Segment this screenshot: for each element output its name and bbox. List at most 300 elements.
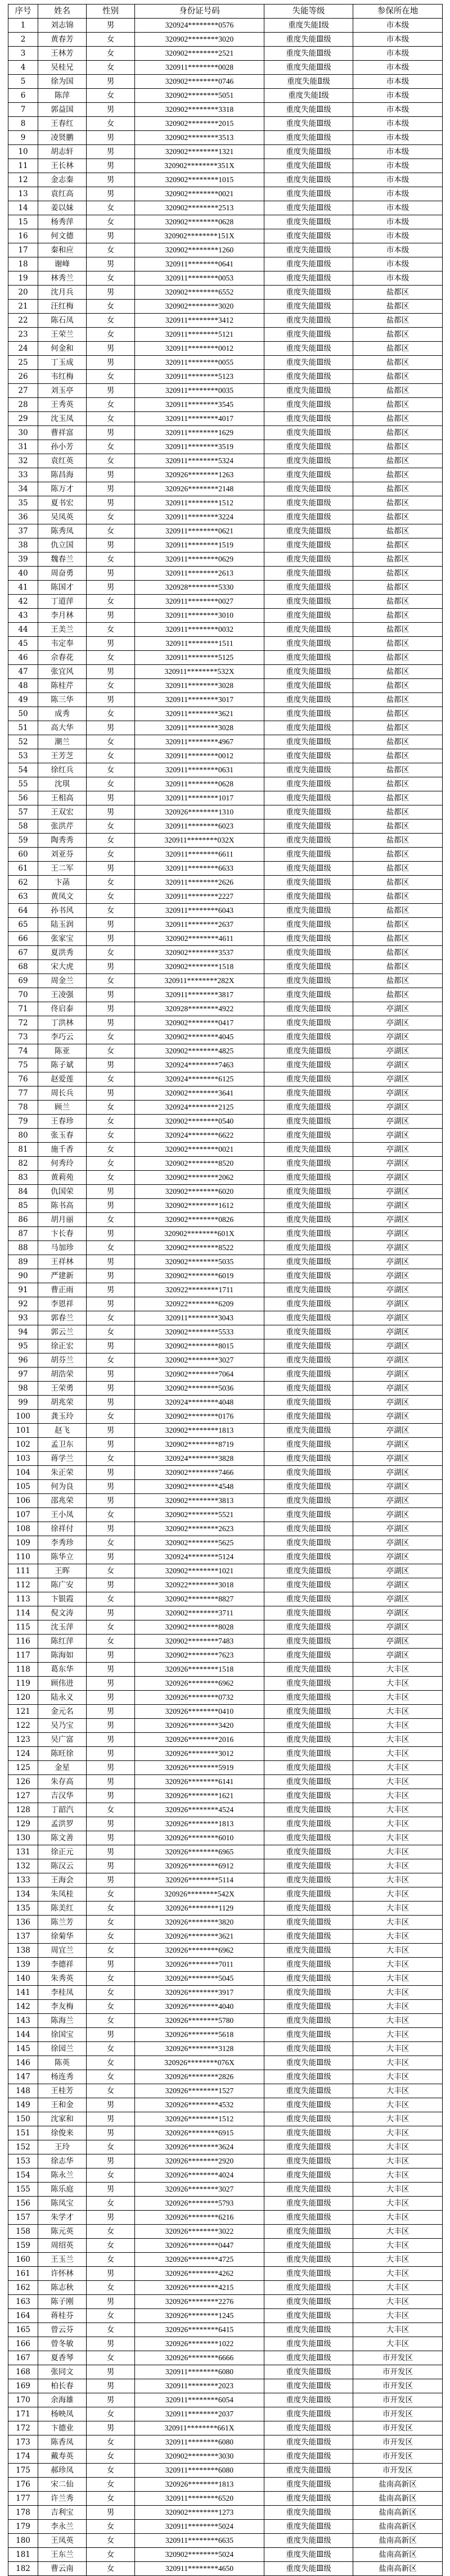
- cell-id-number: 320902********1518: [135, 960, 264, 974]
- cell-insured-location: 盐南高新区: [353, 2506, 443, 2520]
- cell-insured-location: 亭湖区: [353, 1199, 443, 1213]
- cell-disability-level: 重度失能Ⅲ级: [264, 707, 353, 721]
- cell-index: 144: [8, 2028, 38, 2042]
- table-row: [8, 1705, 443, 1719]
- table-row: [8, 2520, 443, 2534]
- cell-index: 74: [8, 1044, 38, 1058]
- cell-index: 139: [8, 1958, 38, 1972]
- cell-index: 77: [8, 1086, 38, 1101]
- table-row: [8, 1592, 443, 1606]
- cell-index: 79: [8, 1115, 38, 1129]
- cell-name: 蒋学兰: [38, 1452, 87, 1466]
- cell-index: 51: [8, 721, 38, 735]
- cell-gender: 女: [87, 1171, 135, 1185]
- cell-insured-location: 大丰区: [353, 1831, 443, 1845]
- cell-disability-level: 重度失能Ⅲ级: [264, 2267, 353, 2281]
- cell-insured-location: 亭湖区: [353, 1550, 443, 1564]
- cell-insured-location: 亭湖区: [353, 1564, 443, 1578]
- cell-gender: 男: [87, 2365, 135, 2379]
- cell-disability-level: 重度失能Ⅲ级: [264, 1592, 353, 1606]
- cell-id-number: 320902********7623: [135, 1649, 264, 1663]
- cell-insured-location: 盐南高新区: [353, 2548, 443, 2562]
- table-row: [8, 1438, 443, 1452]
- cell-name: 李桂凤: [38, 1986, 87, 2000]
- table-row: [8, 2435, 443, 2450]
- table-row: [8, 1368, 443, 1382]
- table-row: [8, 1986, 443, 2000]
- cell-index: 49: [8, 693, 38, 707]
- cell-name: 何文德: [38, 229, 87, 243]
- table-row: [8, 19, 443, 33]
- cell-index: 68: [8, 960, 38, 974]
- cell-insured-location: 盐都区: [353, 398, 443, 412]
- cell-id-number: 320926********4524: [135, 1803, 264, 1817]
- table-row: [8, 1635, 443, 1649]
- cell-disability-level: 重度失能Ⅲ级: [264, 1620, 353, 1635]
- cell-disability-level: 重度失能Ⅲ级: [264, 496, 353, 510]
- cell-name: 周长兵: [38, 1086, 87, 1101]
- cell-disability-level: 重度失能Ⅲ级: [264, 1719, 353, 1733]
- cell-id-number: 320926********1263: [135, 468, 264, 482]
- cell-gender: 男: [87, 482, 135, 496]
- cell-gender: 女: [87, 2084, 135, 2098]
- cell-name: 黄春芳: [38, 33, 87, 47]
- table-row: [8, 2183, 443, 2197]
- cell-name: 王春珍: [38, 1115, 87, 1129]
- cell-gender: 男: [87, 2183, 135, 2197]
- cell-id-number: 320902********6020: [135, 1185, 264, 1199]
- cell-gender: 男: [87, 1817, 135, 1831]
- cell-gender: 女: [87, 946, 135, 960]
- table-row: [8, 651, 443, 665]
- cell-insured-location: 亭湖区: [353, 1058, 443, 1072]
- cell-index: 171: [8, 2407, 38, 2421]
- table-row: [8, 904, 443, 918]
- cell-name: 严建新: [38, 1269, 87, 1283]
- table-row: [8, 2126, 443, 2140]
- cell-name: 何为良: [38, 1480, 87, 1494]
- cell-gender: 男: [87, 1775, 135, 1789]
- cell-name: 曹云南: [38, 2562, 87, 2576]
- table-row: [8, 1086, 443, 1101]
- cell-gender: 男: [87, 1438, 135, 1452]
- cell-id-number: 320911********2637: [135, 918, 264, 932]
- table-row: [8, 1283, 443, 1297]
- cell-id-number: 320926********2826: [135, 2070, 264, 2084]
- cell-index: 10: [8, 145, 38, 159]
- cell-gender: 男: [87, 1578, 135, 1592]
- cell-index: 105: [8, 1480, 38, 1494]
- cell-index: 166: [8, 2337, 38, 2351]
- cell-name: 陈香凤: [38, 2435, 87, 2450]
- cell-insured-location: 盐都区: [353, 567, 443, 581]
- cell-disability-level: 重度失能Ⅲ级: [264, 553, 353, 567]
- cell-gender: 男: [87, 693, 135, 707]
- cell-insured-location: 市本级: [353, 201, 443, 215]
- cell-name: 王春红: [38, 117, 87, 131]
- cell-id-number: 320926********2148: [135, 482, 264, 496]
- cell-index: 64: [8, 904, 38, 918]
- cell-id-number: 320924********6125: [135, 1072, 264, 1086]
- cell-id-number: 320902********1813: [135, 1424, 264, 1438]
- cell-insured-location: 盐都区: [353, 693, 443, 707]
- cell-disability-level: 重度失能Ⅲ级: [264, 328, 353, 342]
- cell-disability-level: 重度失能Ⅲ级: [264, 1902, 353, 1916]
- cell-index: 164: [8, 2309, 38, 2323]
- table-row: [8, 988, 443, 1002]
- cell-insured-location: 大丰区: [353, 2056, 443, 2070]
- cell-gender: 女: [87, 2478, 135, 2492]
- cell-id-number: 320911********5024: [135, 2520, 264, 2534]
- cell-gender: 女: [87, 61, 135, 75]
- cell-index: 81: [8, 1143, 38, 1157]
- cell-name: 陆永义: [38, 1691, 87, 1705]
- table-row: [8, 2154, 443, 2168]
- cell-index: 50: [8, 707, 38, 721]
- cell-index: 129: [8, 1817, 38, 1831]
- cell-insured-location: 亭湖区: [353, 1480, 443, 1494]
- cell-disability-level: 重度失能Ⅰ级: [264, 89, 353, 103]
- cell-id-number: 320911********2023: [135, 2379, 264, 2393]
- cell-gender: 女: [87, 1157, 135, 1171]
- cell-id-number: 320924********3828: [135, 1452, 264, 1466]
- cell-insured-location: 盐都区: [353, 342, 443, 356]
- cell-index: 31: [8, 440, 38, 454]
- cell-id-number: 320902********5625: [135, 1536, 264, 1550]
- cell-gender: 女: [87, 1129, 135, 1143]
- cell-insured-location: 亭湖区: [353, 1213, 443, 1227]
- cell-name: 孙小芳: [38, 440, 87, 454]
- cell-id-number: 320911********3043: [135, 1311, 264, 1325]
- cell-gender: 男: [87, 2267, 135, 2281]
- cell-index: 86: [8, 1213, 38, 1227]
- table-row: [8, 2365, 443, 2379]
- cell-name: 刘玉亭: [38, 384, 87, 398]
- cell-gender: 男: [87, 1550, 135, 1564]
- table-row: [8, 1817, 443, 1831]
- cell-name: 孟洪罗: [38, 1817, 87, 1831]
- cell-gender: 男: [87, 229, 135, 243]
- cell-disability-level: 重度失能Ⅲ级: [264, 1817, 353, 1831]
- cell-index: 162: [8, 2281, 38, 2295]
- cell-insured-location: 大丰区: [353, 1958, 443, 1972]
- cell-name: 韦定奉: [38, 637, 87, 651]
- cell-disability-level: 重度失能Ⅲ级: [264, 1086, 353, 1101]
- table-row: [8, 131, 443, 145]
- cell-disability-level: 重度失能Ⅲ级: [264, 1663, 353, 1677]
- cell-insured-location: 市开发区: [353, 2464, 443, 2478]
- table-row: [8, 1452, 443, 1466]
- cell-gender: 男: [87, 1382, 135, 1396]
- cell-gender: 女: [87, 300, 135, 314]
- cell-index: 40: [8, 567, 38, 581]
- cell-id-number: 320926********6666: [135, 2351, 264, 2365]
- table-row: [8, 2168, 443, 2183]
- table-row: [8, 581, 443, 595]
- cell-id-number: 320911********3224: [135, 510, 264, 524]
- cell-gender: 女: [87, 47, 135, 61]
- cell-disability-level: 重度失能Ⅲ级: [264, 904, 353, 918]
- cell-id-number: 320911********532X: [135, 665, 264, 679]
- cell-name: 周绍英: [38, 2239, 87, 2253]
- cell-id-number: 320902********3030: [135, 2450, 264, 2464]
- cell-gender: 男: [87, 2028, 135, 2042]
- cell-disability-level: 重度失能Ⅲ级: [264, 876, 353, 890]
- cell-insured-location: 亭湖区: [353, 1325, 443, 1339]
- cell-gender: 女: [87, 328, 135, 342]
- table-row: [8, 1101, 443, 1115]
- cell-name: 陈旺徐: [38, 1747, 87, 1761]
- cell-disability-level: 重度失能Ⅲ级: [264, 1325, 353, 1339]
- cell-insured-location: 大丰区: [353, 2028, 443, 2042]
- cell-disability-level: 重度失能Ⅲ级: [264, 2225, 353, 2239]
- cell-name: 曾冬敏: [38, 2337, 87, 2351]
- cell-name: 龚玉玲: [38, 1410, 87, 1424]
- cell-insured-location: 大丰区: [353, 2281, 443, 2295]
- cell-name: 李恩祥: [38, 1297, 87, 1311]
- cell-gender: 女: [87, 201, 135, 215]
- cell-insured-location: 亭湖区: [353, 1086, 443, 1101]
- cell-name: 陈英: [38, 2056, 87, 2070]
- cell-index: 117: [8, 1649, 38, 1663]
- table-row: [8, 215, 443, 229]
- cell-index: 48: [8, 679, 38, 693]
- cell-disability-level: 重度失能Ⅲ级: [264, 215, 353, 229]
- table-row: [8, 918, 443, 932]
- cell-insured-location: 亭湖区: [353, 1157, 443, 1171]
- cell-id-number: 320902********1021: [135, 1564, 264, 1578]
- cell-id-number: 320902********0021: [135, 187, 264, 201]
- cell-index: 147: [8, 2070, 38, 2084]
- table-row: [8, 1845, 443, 1859]
- cell-id-number: 320911********1017: [135, 791, 264, 805]
- cell-id-number: 320926********6216: [135, 2211, 264, 2225]
- cell-index: 71: [8, 1002, 38, 1016]
- cell-disability-level: 重度失能Ⅲ级: [264, 2478, 353, 2492]
- cell-gender: 男: [87, 2112, 135, 2126]
- header-cell-index: 序号: [8, 4, 38, 19]
- cell-name: 林秀兰: [38, 271, 87, 286]
- cell-name: 周奋勇: [38, 567, 87, 581]
- cell-disability-level: 重度失能Ⅲ级: [264, 538, 353, 553]
- cell-disability-level: 重度失能Ⅲ级: [264, 2435, 353, 2450]
- cell-name: 柏长春: [38, 2379, 87, 2393]
- cell-gender: 女: [87, 2225, 135, 2239]
- table-row: [8, 1550, 443, 1564]
- cell-gender: 女: [87, 2323, 135, 2337]
- cell-insured-location: 市本级: [353, 131, 443, 145]
- cell-index: 160: [8, 2253, 38, 2267]
- cell-id-number: 320926********6965: [135, 1845, 264, 1859]
- cell-disability-level: 重度失能Ⅲ级: [264, 2421, 353, 2435]
- cell-disability-level: 重度失能Ⅲ级: [264, 1311, 353, 1325]
- cell-id-number: 320911********3028: [135, 679, 264, 693]
- cell-gender: 男: [87, 2337, 135, 2351]
- cell-disability-level: 重度失能Ⅲ级: [264, 2562, 353, 2576]
- cell-insured-location: 盐都区: [353, 960, 443, 974]
- cell-disability-level: 重度失能Ⅲ级: [264, 1733, 353, 1747]
- cell-insured-location: 亭湖区: [353, 1536, 443, 1550]
- cell-gender: 男: [87, 567, 135, 581]
- cell-id-number: 320902********0176: [135, 1410, 264, 1424]
- cell-name: 周宜兰: [38, 1944, 87, 1958]
- cell-index: 21: [8, 300, 38, 314]
- cell-id-number: 320902********7466: [135, 1466, 264, 1480]
- cell-index: 101: [8, 1424, 38, 1438]
- cell-insured-location: 盐都区: [353, 777, 443, 791]
- cell-name: 陈汉云: [38, 1859, 87, 1873]
- cell-disability-level: 重度失能Ⅲ级: [264, 1115, 353, 1129]
- cell-insured-location: 市本级: [353, 61, 443, 75]
- cell-gender: 男: [87, 257, 135, 271]
- cell-index: 131: [8, 1845, 38, 1859]
- cell-gender: 女: [87, 1620, 135, 1635]
- cell-id-number: 320902********3027: [135, 1353, 264, 1368]
- cell-id-number: 320902********8719: [135, 1438, 264, 1452]
- cell-disability-level: 重度失能Ⅲ级: [264, 581, 353, 595]
- cell-id-number: 320911********3817: [135, 988, 264, 1002]
- cell-index: 54: [8, 763, 38, 777]
- cell-id-number: 320926********4040: [135, 2000, 264, 2014]
- cell-insured-location: 盐都区: [353, 328, 443, 342]
- table-row: [8, 1944, 443, 1958]
- cell-id-number: 320911********032X: [135, 834, 264, 848]
- cell-name: 李秀珍: [38, 1536, 87, 1550]
- table-row: [8, 2534, 443, 2548]
- cell-name: 孙书风: [38, 904, 87, 918]
- cell-gender: 男: [87, 1845, 135, 1859]
- cell-gender: 男: [87, 1649, 135, 1663]
- table-row: [8, 117, 443, 131]
- cell-gender: 女: [87, 1044, 135, 1058]
- cell-disability-level: 重度失能Ⅲ级: [264, 1424, 353, 1438]
- cell-name: 王林芳: [38, 47, 87, 61]
- cell-name: 张宜风: [38, 665, 87, 679]
- cell-index: 32: [8, 454, 38, 468]
- cell-index: 90: [8, 1269, 38, 1283]
- table-row: [8, 1859, 443, 1873]
- cell-disability-level: 重度失能Ⅲ级: [264, 1508, 353, 1522]
- cell-gender: 女: [87, 2253, 135, 2267]
- cell-id-number: 320926********1129: [135, 1902, 264, 1916]
- cell-disability-level: 重度失能Ⅲ级: [264, 2337, 353, 2351]
- cell-gender: 女: [87, 2239, 135, 2253]
- cell-id-number: 320902********1612: [135, 1199, 264, 1213]
- cell-id-number: 320926********2920: [135, 2154, 264, 2168]
- table-row: [8, 679, 443, 693]
- cell-disability-level: 重度失能Ⅲ级: [264, 1972, 353, 1986]
- cell-gender: 女: [87, 2309, 135, 2323]
- cell-id-number: 320926********542X: [135, 1887, 264, 1902]
- cell-id-number: 320926********1621: [135, 1789, 264, 1803]
- cell-name: 陈元英: [38, 2225, 87, 2239]
- cell-index: 87: [8, 1227, 38, 1241]
- cell-name: 姜以妹: [38, 201, 87, 215]
- cell-index: 30: [8, 426, 38, 440]
- cell-gender: 女: [87, 749, 135, 763]
- cell-disability-level: 重度失能Ⅲ级: [264, 187, 353, 201]
- table-row: [8, 1691, 443, 1705]
- cell-disability-level: 重度失能Ⅲ级: [264, 1129, 353, 1143]
- cell-index: 20: [8, 286, 38, 300]
- cell-disability-level: 重度失能Ⅲ级: [264, 1944, 353, 1958]
- cell-id-number: 320924********6622: [135, 1129, 264, 1143]
- cell-disability-level: 重度失能Ⅲ级: [264, 342, 353, 356]
- cell-id-number: 320926********6962: [135, 1677, 264, 1691]
- cell-id-number: 320926********2276: [135, 2295, 264, 2309]
- cell-index: 83: [8, 1171, 38, 1185]
- cell-disability-level: 重度失能Ⅲ级: [264, 2323, 353, 2337]
- table-row: [8, 2239, 443, 2253]
- table-row: [8, 693, 443, 707]
- cell-name: 何金和: [38, 342, 87, 356]
- cell-gender: 男: [87, 1227, 135, 1241]
- cell-index: 148: [8, 2084, 38, 2098]
- cell-gender: 男: [87, 960, 135, 974]
- cell-index: 125: [8, 1761, 38, 1775]
- cell-index: 119: [8, 1677, 38, 1691]
- cell-name: 李永兰: [38, 2520, 87, 2534]
- cell-index: 36: [8, 510, 38, 524]
- cell-gender: 女: [87, 679, 135, 693]
- cell-id-number: 320911********0028: [135, 61, 264, 75]
- cell-disability-level: 重度失能Ⅲ级: [264, 1761, 353, 1775]
- cell-disability-level: 重度失能Ⅲ级: [264, 229, 353, 243]
- cell-disability-level: 重度失能Ⅲ级: [264, 805, 353, 820]
- cell-index: 92: [8, 1297, 38, 1311]
- cell-disability-level: 重度失能Ⅲ级: [264, 1368, 353, 1382]
- cell-id-number: 320926********076X: [135, 2056, 264, 2070]
- cell-insured-location: 市本级: [353, 243, 443, 257]
- table-row: [8, 1129, 443, 1143]
- cell-insured-location: 盐都区: [353, 820, 443, 834]
- cell-insured-location: 盐都区: [353, 651, 443, 665]
- cell-index: 24: [8, 342, 38, 356]
- cell-name: 曹祥富: [38, 426, 87, 440]
- cell-name: 宋二仙: [38, 2478, 87, 2492]
- cell-id-number: 320911********6080: [135, 2435, 264, 2450]
- table-row: [8, 286, 443, 300]
- cell-insured-location: 大丰区: [353, 1859, 443, 1873]
- cell-gender: 女: [87, 412, 135, 426]
- cell-disability-level: 重度失能Ⅲ级: [264, 2014, 353, 2028]
- table-row: [8, 173, 443, 187]
- cell-name: 陈子刚: [38, 2295, 87, 2309]
- cell-index: 126: [8, 1775, 38, 1789]
- cell-id-number: 320922********3018: [135, 1578, 264, 1592]
- cell-index: 169: [8, 2379, 38, 2393]
- cell-name: 陈海兰: [38, 2014, 87, 2028]
- cell-id-number: 320911********5125: [135, 651, 264, 665]
- cell-name: 周金兰: [38, 974, 87, 988]
- cell-name: 赵爱莲: [38, 1072, 87, 1086]
- table-row: [8, 1522, 443, 1536]
- cell-id-number: 320902********0540: [135, 1115, 264, 1129]
- cell-disability-level: 重度失能Ⅲ级: [264, 665, 353, 679]
- cell-disability-level: 重度失能Ⅲ级: [264, 960, 353, 974]
- table-row: [8, 1873, 443, 1887]
- cell-gender: 男: [87, 426, 135, 440]
- table-row: [8, 1072, 443, 1086]
- cell-gender: 女: [87, 2140, 135, 2154]
- cell-insured-location: 盐都区: [353, 454, 443, 468]
- cell-insured-location: 大丰区: [353, 1986, 443, 2000]
- cell-disability-level: 重度失能Ⅲ级: [264, 679, 353, 693]
- table-row: [8, 2478, 443, 2492]
- cell-id-number: 320902********5533: [135, 1325, 264, 1339]
- cell-id-number: 320911********3028: [135, 721, 264, 735]
- cell-id-number: 320926********4725: [135, 2253, 264, 2267]
